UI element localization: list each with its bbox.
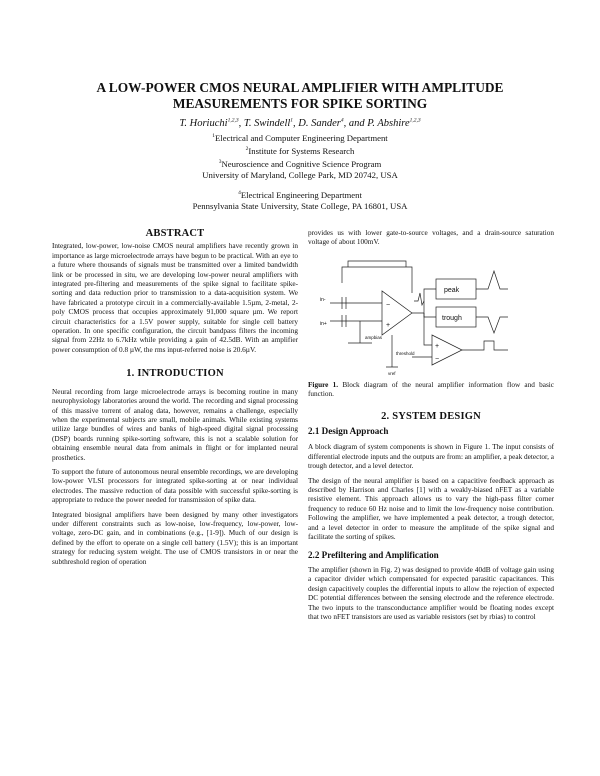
affiliation-3: $^3$Neuroscience and Cognitive Science Program xyxy=(218,159,382,170)
caption-text: Block diagram of the neural amplifier information flow and basic function. xyxy=(308,380,555,399)
abstract-heading: ABSTRACT xyxy=(145,228,205,239)
right-column xyxy=(308,229,554,627)
psu-address: Pennsylvania State University, State College, PA 16801, USA xyxy=(192,201,408,212)
intro-continued: provides us with lower gate-to-source voltages, and a drain-source saturation voltage of about 100mV. xyxy=(308,229,554,247)
amp-output-waveform xyxy=(414,293,424,305)
abstract-text: Integrated, low-power, low-noise CMOS neural amplifiers have recently grown in importance as large microelectrode arrays have begun to be practical. With an eye to a future where thousands of signals must be transmitted over a limited bandwidth link or be processed in situ, we are developing low-power neural amplifiers with integrated pre-filtering and measurements of the spike signal to facilitate spike-sorting and data reduction prior to transmission to a data-acquisition system. We have fabricated a prototype circuit in a commercially-available 1.5µm, 2-metal, 2-poly CMOS process that occupies approximately 91,000 square µm. We report circuit characteristics for a 1.5V power supply, suitable for single cell battery operation. In one specific configuration, the circuit bandpass filters the incoming signal from 22Hz to 6.7kHz while providing a gain of 42.5dB. With an amplifier power consumption of 0.8 µW, the rms input-referred noise is 20.6µV. xyxy=(52,242,298,354)
label-in-minus: in- xyxy=(320,296,326,303)
design-approach-heading: 2.1 Design Approach xyxy=(308,426,389,437)
intro-paragraph-3: Integrated biosignal amplifiers have been designed by many other investigators under different constraints such as low-noise, low-frequency, low-power, low-voltage, zero-DC gain, and in combinations (e.g., [1-9]). Much of our design is defined by the effort to operate on a single cell battery (1.5V); this is an important strategy for reducing system weight. The use of CMOS transistors in or near the subthreshold region of operation xyxy=(52,510,298,566)
paper-title: A LOW-POWER CMOS NEURAL AMPLIFIER WITH AMPLITUDE MEASUREMENTS FOR SPIKE SORTING xyxy=(96,80,504,111)
affiliation-4: $^4$Electrical Engineering Department xyxy=(238,189,362,200)
label-ampbias: ampbias xyxy=(365,334,383,340)
left-column xyxy=(52,229,298,572)
intro-paragraph-2: To support the future of autonomous neural ensemble recordings, we are developing low-power VLSI processors for integrated spike-sorting at or near individual electrodes. The massive reduction of data possible with successful spike-sorting is appropriate to reduce the power needed for transmission of spike data. xyxy=(52,467,298,505)
amp-output-wire xyxy=(424,313,432,345)
caption-label: Figure 1. xyxy=(308,380,339,389)
label-trough: trough xyxy=(442,314,462,322)
label-threshold: threshold xyxy=(396,350,415,356)
umd-address: University of Maryland, College Park, MD 20742, USA xyxy=(202,170,398,181)
prefiltering-paragraph-1: The amplifier (shown in Fig. 2) was designed to provide 40dB of voltage gain using a capacitor divider which compensated for expected parasitic capacitances. This design capacitively couples the differential inputs to allow the rejection of expected DC potential differences between the sensing electrode and the reference electrode. The two inputs to the transconductance amplifier would be floating nodes except that two nFET transistors are used as variable resistors (set by rbias) to control xyxy=(308,565,554,621)
affiliation-1: $^1$Electrical and Computer Engineering Department xyxy=(212,132,388,143)
figure-1-caption xyxy=(308,381,554,400)
level-output-waveform xyxy=(462,341,508,350)
design-approach-paragraph-2: The design of the neural amplifier is based on a capacitive feedback approach as described by Harrison and Charles [1] with a weakly-biased nFET as a variable resistive element. This approach allows us to vary the high-pass filter corner frequency to reduce 60 Hz noise and to limit the low-frequency noise contribution. Following the amplifier, we have implemented a peak detector, a trough detector, and a level detector in order to measure the amplitude of the spike signal and facilitate the sorting of spikes. xyxy=(308,476,554,542)
author: T. Swindell$^1$, xyxy=(243,117,299,129)
label-peak: peak xyxy=(444,286,460,294)
introduction-heading: 1. INTRODUCTION xyxy=(126,368,224,380)
umd-affiliations xyxy=(60,131,540,181)
label-vref: vref xyxy=(388,370,396,376)
peak-output-waveform xyxy=(476,271,508,289)
label-comparator-plus: + xyxy=(435,342,440,350)
psu-affiliation xyxy=(60,188,540,212)
label-in-plus: in+ xyxy=(320,320,327,327)
trough-output-waveform xyxy=(476,317,508,333)
affiliation-2: $^2$Institute for Systems Research xyxy=(245,145,355,156)
author: P. Abshire$^{1,2,3}$ xyxy=(367,117,421,129)
design-approach-paragraph-1: A block diagram of system components is shown in Figure 1. The input consists of differential electrode inputs and the outputs are from: an amplifier, a peak detector, a trough detector, and a level detector. xyxy=(308,443,554,471)
label-minus: − xyxy=(386,301,391,309)
author: D. Sander$^4$, and xyxy=(298,117,368,129)
amp-output-wire xyxy=(424,313,436,317)
system-design-heading: 2. SYSTEM DESIGN xyxy=(381,410,481,422)
figure-1 xyxy=(308,253,554,381)
label-comparator-minus: − xyxy=(435,355,440,363)
intro-paragraph-1: Neural recording from large microelectrode arrays is becoming routine in many neurophysiology laboratories around the world. The recording and signal processing of this massive torrent of analog data, however, remains a challenge, especially when the experimental subjects are small, mobile animals. While existing systems utilize large bundles of wires and banks of high-speed digital signal processing (DSP) boards running spike-sorting software, this is not a scalable solution for obtaining ensemble neural data from animals in flight or for implanted neural prosthetics. xyxy=(52,387,298,462)
feedback-wire xyxy=(348,261,406,267)
author-list xyxy=(60,114,540,130)
feedback-wire xyxy=(342,267,412,293)
block-diagram xyxy=(308,253,554,381)
author: T. Horiuchi$^{1,2,3}$, xyxy=(179,117,244,129)
label-plus: + xyxy=(386,321,391,329)
prefiltering-heading: 2.2 Prefiltering and Amplification xyxy=(308,549,439,560)
